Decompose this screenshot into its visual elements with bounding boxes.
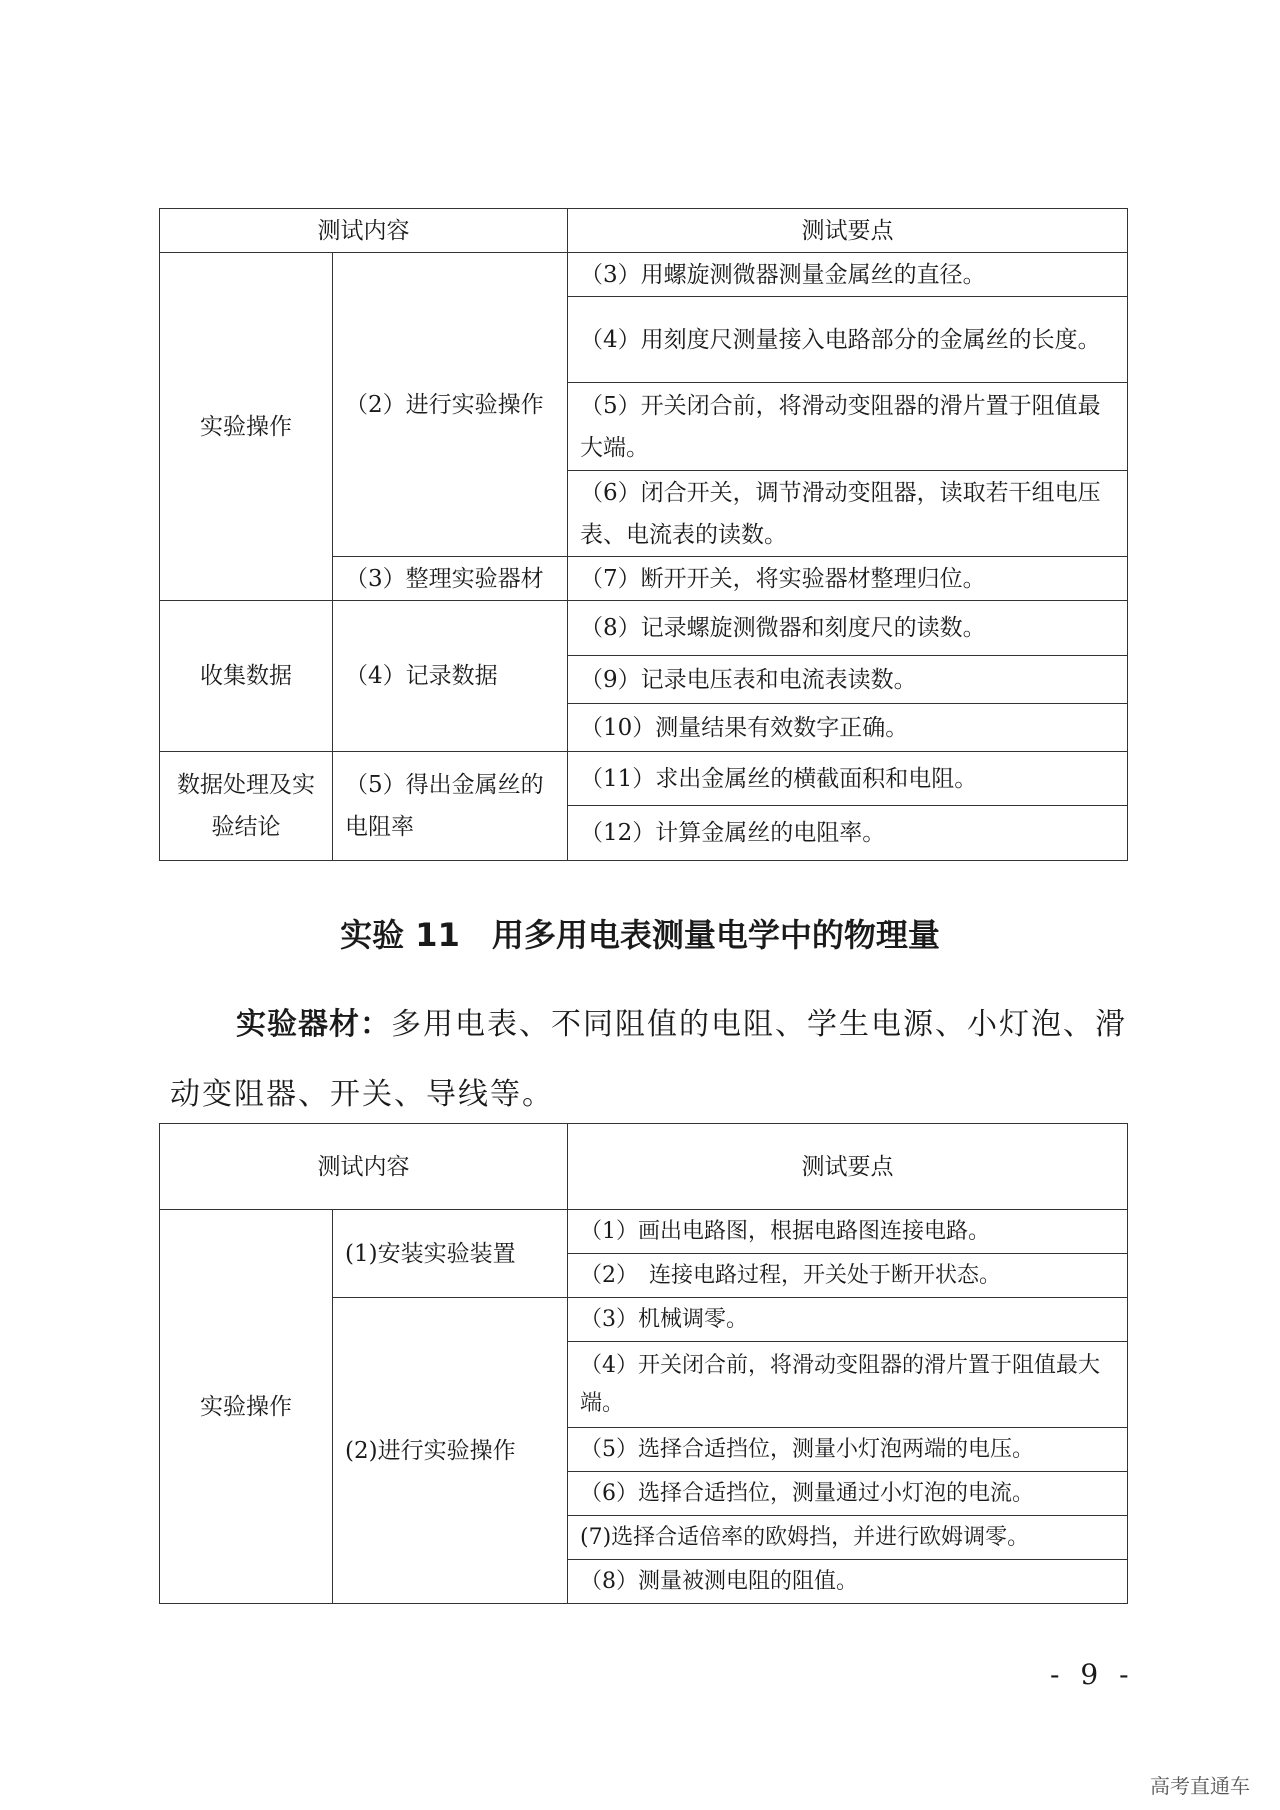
materials-paragraph: [170, 990, 1130, 1130]
header-content: 测试内容: [160, 1124, 568, 1210]
experiment-title: 实验 11 用多用电表测量电学中的物理量: [340, 916, 940, 954]
header-points: 测试要点: [568, 1124, 1128, 1210]
point-6: （6）闭合开关，调节滑动变阻器，读取若干组电压表、电流表的读数。: [568, 471, 1128, 557]
point-8: （8）记录螺旋测微器和刻度尺的读数。: [568, 601, 1128, 656]
point-11: （11）求出金属丝的横截面积和电阻。: [568, 752, 1128, 806]
step-2: (2)进行实验操作: [333, 1298, 568, 1604]
header-content: 测试内容: [160, 209, 568, 253]
point-6: （6）选择合适挡位，测量通过小灯泡的电流。: [568, 1472, 1128, 1516]
point-9: （9）记录电压表和电流表读数。: [568, 656, 1128, 704]
materials-label: 实验器材：: [236, 1007, 391, 1042]
section-process: 数据处理及实验结论: [160, 752, 333, 861]
point-12: （12）计算金属丝的电阻率。: [568, 806, 1128, 861]
section-operation: 实验操作: [160, 253, 333, 601]
step-2: （2）进行实验操作: [333, 253, 568, 557]
point-10: （10）测量结果有效数字正确。: [568, 704, 1128, 752]
step-5: （5）得出金属丝的电阻率: [333, 752, 568, 861]
point-1: （1）画出电路图，根据电路图连接电路。: [568, 1210, 1128, 1254]
point-4: （4）用刻度尺测量接入电路部分的金属丝的长度。: [568, 297, 1128, 383]
point-7: (7)选择合适倍率的欧姆挡，并进行欧姆调零。: [568, 1516, 1128, 1560]
step-4: （4）记录数据: [333, 601, 568, 752]
point-5: （5）选择合适挡位，测量小灯泡两端的电压。: [568, 1428, 1128, 1472]
step-3: （3）整理实验器材: [333, 557, 568, 601]
measurement-table-1: [159, 208, 1128, 861]
point-2: （2） 连接电路过程，开关处于断开状态。: [568, 1254, 1128, 1298]
watermark: 高考直通车: [1150, 1774, 1250, 1798]
measurement-table-2: [159, 1123, 1128, 1604]
point-3: （3）用螺旋测微器测量金属丝的直径。: [568, 253, 1128, 297]
page-number: - 9 -: [1050, 1658, 1135, 1691]
materials-text: 多用电表、不同阻值的电阻、学生电源、小灯泡、滑动变阻器、开关、导线等。: [170, 1007, 1127, 1112]
header-points: 测试要点: [568, 209, 1128, 253]
point-4: （4）开关闭合前，将滑动变阻器的滑片置于阻值最大端。: [568, 1342, 1128, 1428]
section-collect: 收集数据: [160, 601, 333, 752]
point-7: （7）断开开关，将实验器材整理归位。: [568, 557, 1128, 601]
point-8: （8）测量被测电阻的阻值。: [568, 1560, 1128, 1604]
point-5: （5）开关闭合前，将滑动变阻器的滑片置于阻值最大端。: [568, 383, 1128, 471]
point-3: （3）机械调零。: [568, 1298, 1128, 1342]
step-1: (1)安装实验装置: [333, 1210, 568, 1298]
section-operation: 实验操作: [160, 1210, 333, 1604]
